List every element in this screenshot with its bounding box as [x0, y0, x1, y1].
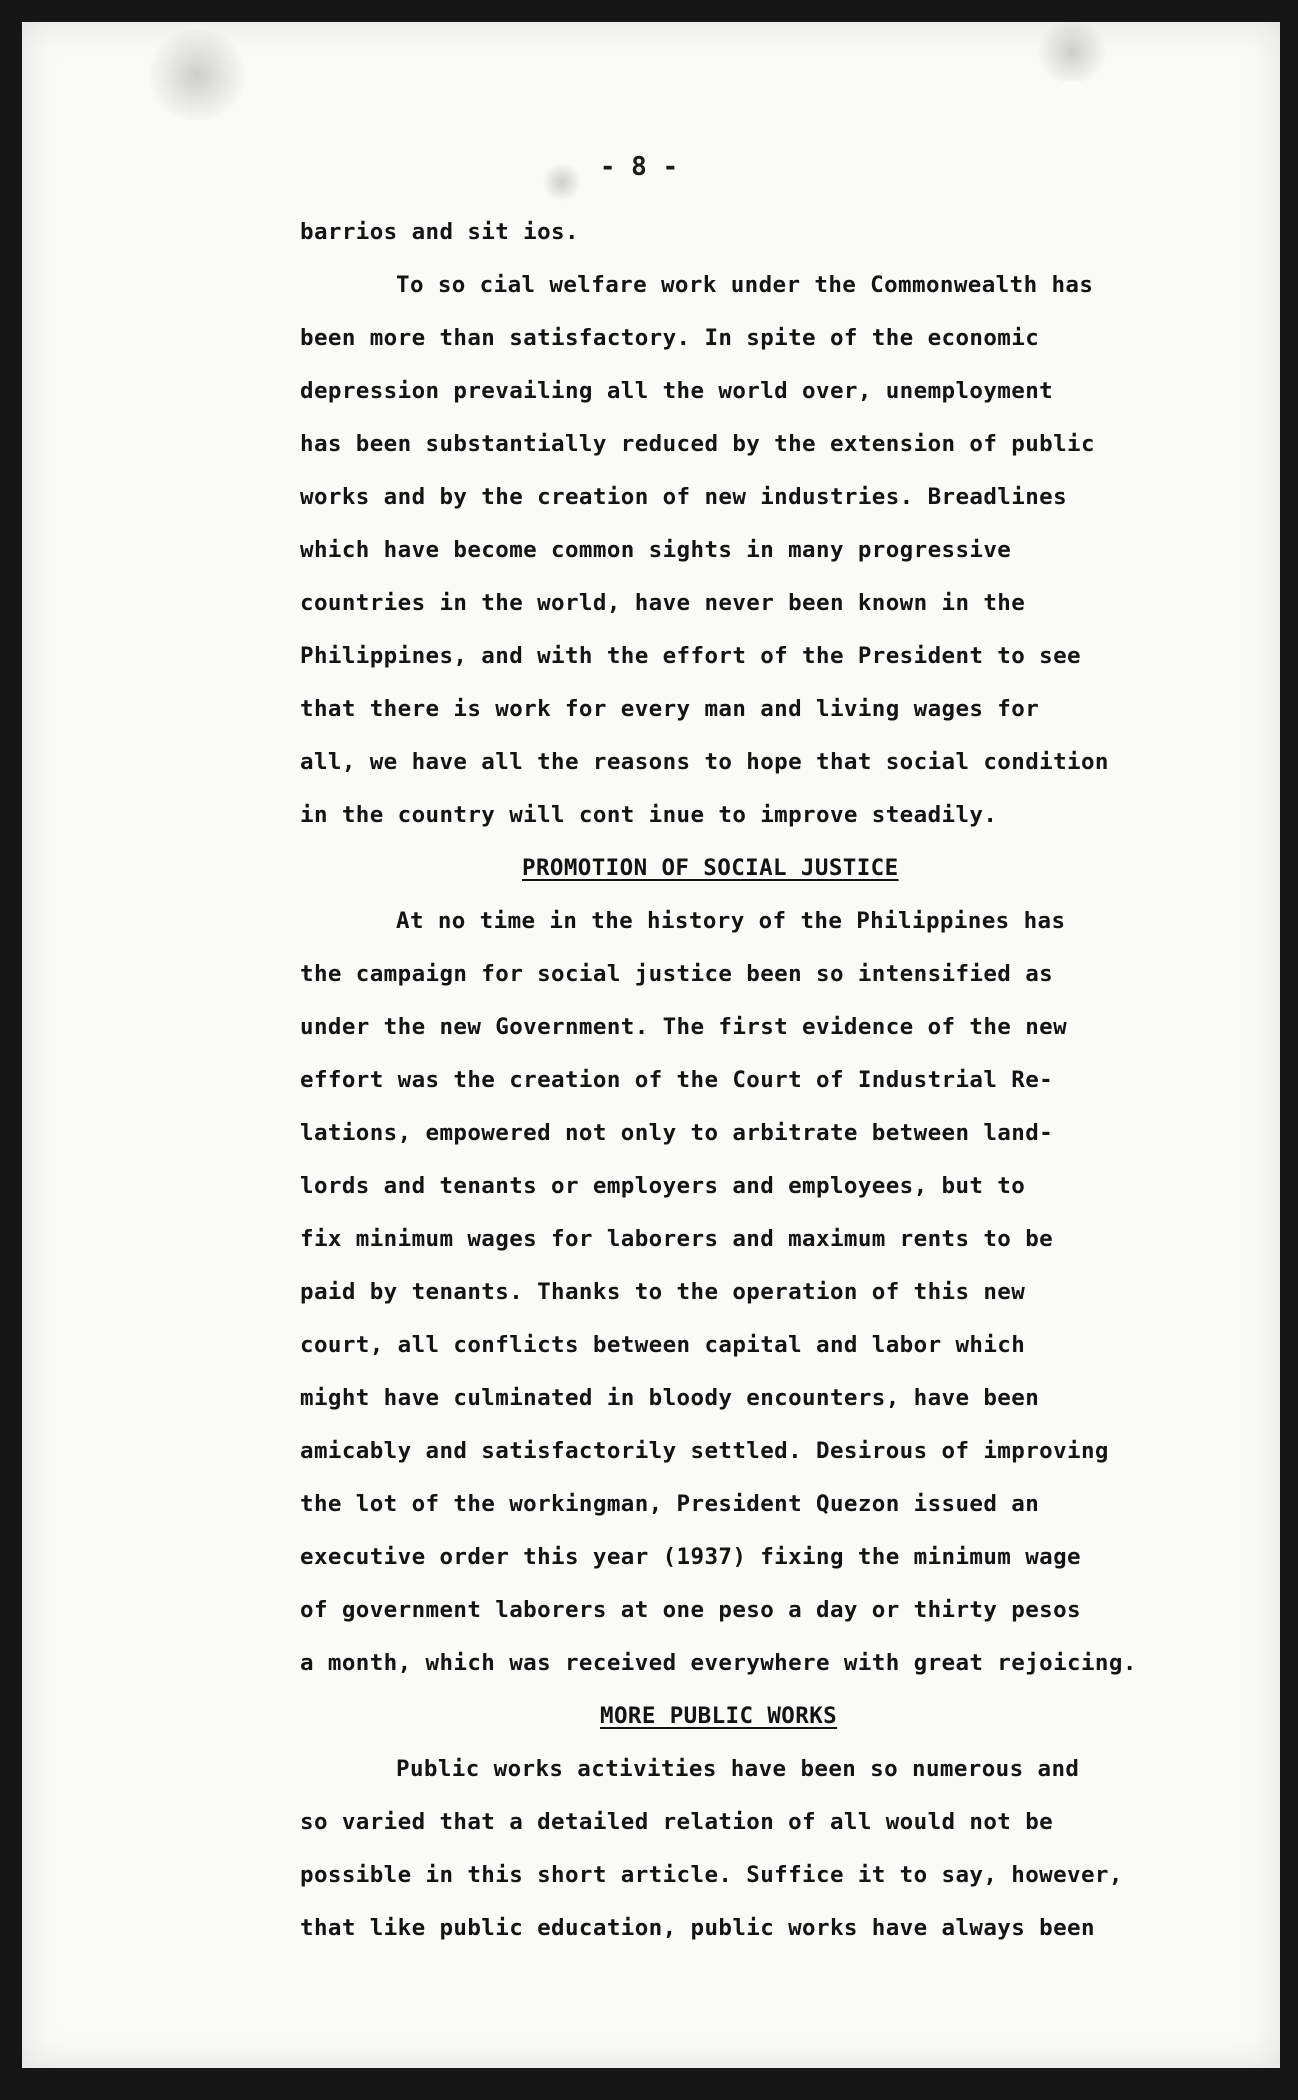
page-number: - 8 - — [599, 152, 679, 182]
text-line: so varied that a detailed relation of all would not be — [300, 1809, 1054, 1835]
text-line: court, all conflicts between capital and labor which — [300, 1332, 1026, 1358]
text-line: executive order this year (1937) fixing the minimum wage — [300, 1544, 1081, 1570]
text-line: has been substantially reduced by the extension of public — [300, 431, 1095, 457]
text-line: possible in this short article. Suffice it to say, however, — [300, 1862, 1123, 1888]
text-line: the lot of the workingman, President Quezon issued an — [300, 1491, 1040, 1517]
text-line: that like public education, public works have always been — [300, 1915, 1095, 1941]
text-line: effort was the creation of the Court of Industrial Re- — [300, 1067, 1054, 1093]
document-body — [300, 206, 1260, 1955]
text-line: under the new Government. The first evidence of the new — [300, 1014, 1068, 1040]
text-line: paid by tenants. Thanks to the operation of this new — [300, 1279, 1026, 1305]
section-heading-public-works: MORE PUBLIC WORKS — [600, 1703, 838, 1729]
text-line: works and by the creation of new industries. Breadlines — [300, 484, 1068, 510]
text-line: which have become common sights in many progressive — [300, 537, 1012, 563]
text-line: a month, which was received everywhere with great rejoicing. — [300, 1650, 1137, 1676]
smudge-mark — [1032, 22, 1112, 82]
text-line: been more than satisfactory. In spite of the economic — [300, 325, 1040, 351]
text-line: countries in the world, have never been known in the — [300, 590, 1026, 616]
paragraph-start-line: At no time in the history of the Philippines has — [396, 908, 1066, 934]
text-line: lations, empowered not only to arbitrate between land- — [300, 1120, 1054, 1146]
smudge-mark — [142, 30, 252, 120]
paper-sheet — [22, 22, 1280, 2068]
text-line: amicably and satisfactorily settled. Desirous of improving — [300, 1438, 1109, 1464]
text-line: in the country will cont inue to improve steadily. — [300, 802, 998, 828]
text-line: Philippines, and with the effort of the President to see — [300, 643, 1081, 669]
text-line: of government laborers at one peso a day or thirty pesos — [300, 1597, 1081, 1623]
text-line: the campaign for social justice been so intensified as — [300, 961, 1054, 987]
paragraph-start-line: Public works activities have been so numerous and — [396, 1756, 1080, 1782]
text-line: lords and tenants or employers and employees, but to — [300, 1173, 1026, 1199]
text-line: might have culminated in bloody encounters, have been — [300, 1385, 1040, 1411]
paragraph-start-line: To so cial welfare work under the Commonwealth has — [396, 272, 1094, 298]
section-heading-social-justice: PROMOTION OF SOCIAL JUSTICE — [522, 855, 899, 881]
text-line: depression prevailing all the world over, unemployment — [300, 378, 1054, 404]
text-line: all, we have all the reasons to hope that social condition — [300, 749, 1109, 775]
text-line: barrios and sit ios. — [300, 219, 579, 245]
text-line: that there is work for every man and living wages for — [300, 696, 1040, 722]
text-line: fix minimum wages for laborers and maximum rents to be — [300, 1226, 1054, 1252]
